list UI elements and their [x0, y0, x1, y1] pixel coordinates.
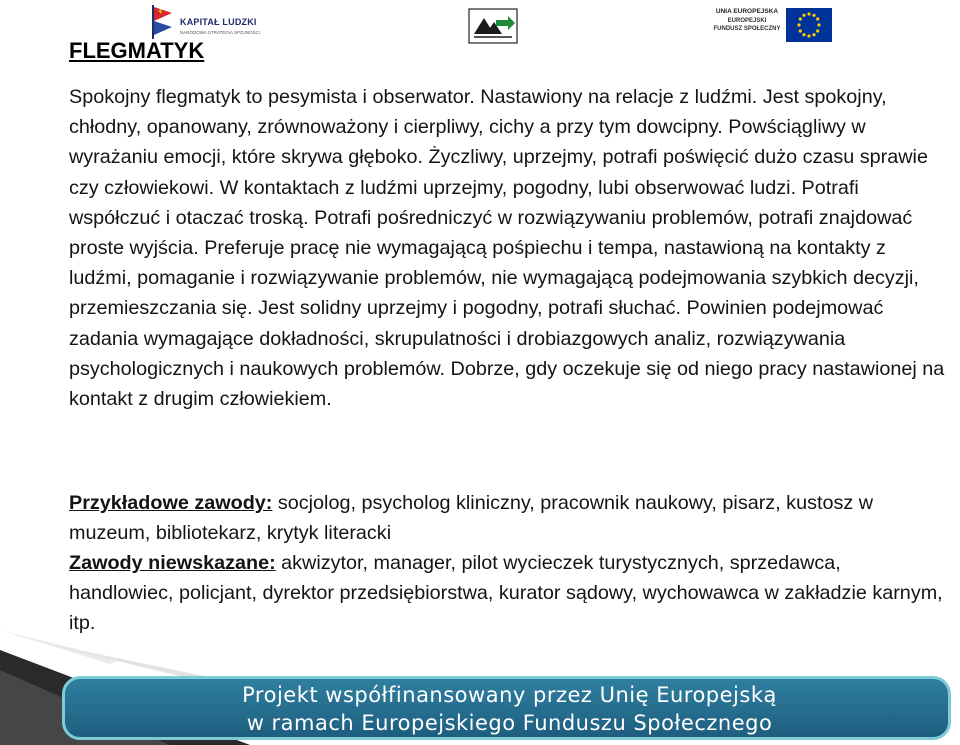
logo-left-line1: KAPITAŁ LUDZKI — [180, 17, 257, 27]
flag-icon — [152, 5, 174, 39]
footer-banner — [62, 676, 951, 740]
logo-right-line1: UNIA EUROPEJSKA — [715, 8, 779, 15]
eu-flag-icon — [786, 8, 832, 42]
arrows-logo-icon — [468, 8, 518, 44]
logo-left-line2: NARODOWA STRATEGIA SPÓJNOŚCI — [180, 30, 261, 35]
eu-efs-logo — [710, 6, 832, 46]
logo-right-line2: EUROPEJSKI — [727, 17, 767, 24]
regional-office-logo — [468, 8, 518, 44]
recommended-jobs-text: socjolog, psycholog kliniczny, pracownik naukowy, pisarz, kustosz w muzeum, bibliotekarz, krytyk literacki — [69, 492, 874, 544]
footer-line1: Projekt współfinansowany przez Unię Europejską — [242, 683, 777, 707]
jobs-section — [69, 488, 949, 638]
logo-right-line3: FUNDUSZ SPOŁECZNY — [713, 26, 781, 32]
not-recommended-jobs-text: akwizytor, manager, pilot wycieczek turystycznych, sprzedawca, handlowiec, policjant, dyrektor przedsiębiorstwa, kurator sądowy, wychowawca w zakładzie karnym, itp. — [69, 552, 943, 634]
recommended-jobs-label: Przykładowe zawody: — [69, 492, 273, 514]
not-recommended-jobs-label: Zawody niewskazane: — [69, 552, 276, 574]
description-paragraph: Spokojny flegmatyk to pesymista i obserwator. Nastawiony na relacje z ludźmi. Jest spokojny, chłodny, opanowany, zrównoważony i cierpliwy, cichy a przy tym dowcipny. Powściągliwy w wyrażaniu emocji, które skrywa głęboko. Życzliwy, uprzejmy, potrafi poświęcić dużo czasu sprawie czy człowiekowi. W kontaktach z ludźmi uprzejmy, pogodny, lubi obserwować ludzi. Potrafi współczuć i otaczać troską. Potrafi pośredniczyć w rozwiązywaniu problemów, potrafi znajdować proste wyjścia. Preferuje pracę nie wymagającą pośpiechu i tempa, nastawioną na kontakty z ludźmi, pomaganie i rozwiązywanie problemów, nie wymagającą podejmowania szybkich decyzji, przemieszczania się. Jest solidny uprzejmy i pogodny, potrafi słuchać. Powinien podejmować zadania wymagające dokładności, skrupulatności i drobiazgowych analiz, rozwiązywania psychologicznych i naukowych problemów. Dobrze, gdy oczekuje się od niego pracy nastawionej na kontakt z drugim człowiekiem. — [69, 86, 945, 411]
footer-line2: w ramach Europejskiego Funduszu Społecznego — [246, 711, 773, 735]
page-title: FLEGMATYK — [69, 38, 205, 63]
